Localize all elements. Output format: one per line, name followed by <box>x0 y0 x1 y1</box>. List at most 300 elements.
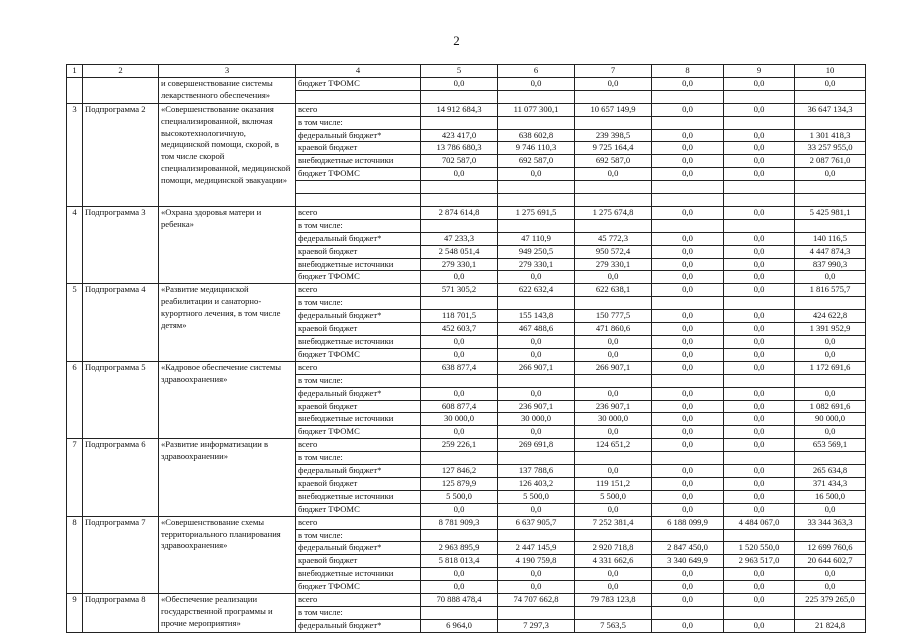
amount-cell: 2 847 450,0 <box>652 542 724 555</box>
funding-source: всего <box>296 594 421 607</box>
amount-cell: 0,0 <box>575 465 652 478</box>
amount-cell: 0,0 <box>498 77 575 90</box>
amount-cell: 0,0 <box>421 387 498 400</box>
amount-cell: 467 488,6 <box>498 323 575 336</box>
funding-source: федеральный бюджет* <box>296 465 421 478</box>
amount-cell: 0,0 <box>795 568 866 581</box>
subprogram-description: «Кадровое обеспечение системы здравоохранения» <box>159 361 296 438</box>
amount-cell <box>724 452 795 465</box>
amount-cell: 30 000,0 <box>498 413 575 426</box>
amount-cell: 225 379 265,0 <box>795 594 866 607</box>
amount-cell: 692 587,0 <box>575 155 652 168</box>
amount-cell: 0,0 <box>498 168 575 181</box>
amount-cell: 0,0 <box>795 348 866 361</box>
amount-cell: 0,0 <box>724 503 795 516</box>
amount-cell: 0,0 <box>652 323 724 336</box>
amount-cell: 265 634,8 <box>795 465 866 478</box>
amount-cell: 0,0 <box>724 103 795 116</box>
funding-source: бюджет ТФОМС <box>296 581 421 594</box>
amount-cell <box>652 297 724 310</box>
amount-cell: 1 391 952,9 <box>795 323 866 336</box>
amount-cell: 423 417,0 <box>421 129 498 142</box>
amount-cell: 0,0 <box>575 77 652 90</box>
amount-cell: 47 233,3 <box>421 232 498 245</box>
funding-source: в том числе: <box>296 374 421 387</box>
amount-cell: 127 846,2 <box>421 465 498 478</box>
funding-source: всего <box>296 284 421 297</box>
amount-cell: 638 602,8 <box>498 129 575 142</box>
subprogram-name: Подпрограмма 2 <box>83 103 159 206</box>
amount-cell: 0,0 <box>652 310 724 323</box>
amount-cell <box>652 607 724 620</box>
amount-cell: 0,0 <box>421 581 498 594</box>
amount-cell <box>575 90 652 103</box>
amount-cell <box>795 529 866 542</box>
amount-cell: 6 964,0 <box>421 619 498 632</box>
funding-source: федеральный бюджет* <box>296 310 421 323</box>
amount-cell <box>795 374 866 387</box>
funding-source: бюджет ТФОМС <box>296 503 421 516</box>
amount-cell: 4 484 067,0 <box>724 516 795 529</box>
funding-source: всего <box>296 361 421 374</box>
amount-cell <box>795 194 866 207</box>
funding-source: в том числе: <box>296 116 421 129</box>
amount-cell <box>575 529 652 542</box>
amount-cell: 0,0 <box>652 284 724 297</box>
amount-cell <box>498 116 575 129</box>
amount-cell: 0,0 <box>795 168 866 181</box>
amount-cell: 2 548 051,4 <box>421 245 498 258</box>
amount-cell <box>498 90 575 103</box>
amount-cell: 36 647 134,3 <box>795 103 866 116</box>
amount-cell: 424 622,8 <box>795 310 866 323</box>
amount-cell <box>421 374 498 387</box>
subprogram-block-row <box>67 284 866 297</box>
amount-cell: 0,0 <box>652 426 724 439</box>
column-header: 2 <box>83 65 159 78</box>
amount-cell: 1 172 691,6 <box>795 361 866 374</box>
amount-cell: 0,0 <box>795 426 866 439</box>
amount-cell: 7 563,5 <box>575 619 652 632</box>
row-number: 9 <box>67 594 83 633</box>
amount-cell: 0,0 <box>498 426 575 439</box>
amount-cell: 622 632,4 <box>498 284 575 297</box>
amount-cell <box>652 452 724 465</box>
amount-cell: 33 257 955,0 <box>795 142 866 155</box>
amount-cell: 279 330,1 <box>421 258 498 271</box>
column-header: 6 <box>498 65 575 78</box>
amount-cell: 6 637 905,7 <box>498 516 575 529</box>
amount-cell: 692 587,0 <box>498 155 575 168</box>
amount-cell: 0,0 <box>652 490 724 503</box>
subprogram-description: и совершенствование системы лекарственного обеспечения» <box>159 77 296 103</box>
amount-cell: 0,0 <box>724 168 795 181</box>
amount-cell: 371 434,3 <box>795 477 866 490</box>
amount-cell: 16 500,0 <box>795 490 866 503</box>
amount-cell: 0,0 <box>421 426 498 439</box>
amount-cell: 0,0 <box>498 568 575 581</box>
amount-cell: 0,0 <box>652 77 724 90</box>
amount-cell: 2 920 718,8 <box>575 542 652 555</box>
subprogram-block-row <box>67 439 866 452</box>
amount-cell: 0,0 <box>575 168 652 181</box>
amount-cell: 0,0 <box>421 335 498 348</box>
amount-cell <box>724 607 795 620</box>
amount-cell: 266 907,1 <box>575 361 652 374</box>
amount-cell: 0,0 <box>724 439 795 452</box>
amount-cell: 0,0 <box>652 387 724 400</box>
amount-cell: 0,0 <box>652 581 724 594</box>
amount-cell: 0,0 <box>652 335 724 348</box>
funding-source: краевой бюджет <box>296 477 421 490</box>
amount-cell: 30 000,0 <box>421 413 498 426</box>
amount-cell: 4 190 759,8 <box>498 555 575 568</box>
amount-cell <box>421 181 498 194</box>
amount-cell: 30 000,0 <box>575 413 652 426</box>
amount-cell <box>795 607 866 620</box>
amount-cell: 0,0 <box>421 271 498 284</box>
funding-source: внебюджетные источники <box>296 335 421 348</box>
subprogram-name <box>83 77 159 103</box>
amount-cell <box>498 607 575 620</box>
amount-cell <box>795 116 866 129</box>
amount-cell: 7 297,3 <box>498 619 575 632</box>
amount-cell <box>575 607 652 620</box>
amount-cell: 0,0 <box>724 155 795 168</box>
subprogram-name: Подпрограмма 5 <box>83 361 159 438</box>
column-header: 10 <box>795 65 866 78</box>
funding-source: краевой бюджет <box>296 142 421 155</box>
row-number: 4 <box>67 206 83 283</box>
amount-cell: 0,0 <box>575 503 652 516</box>
amount-cell: 0,0 <box>498 581 575 594</box>
amount-cell: 3 340 649,9 <box>652 555 724 568</box>
subprogram-name: Подпрограмма 6 <box>83 439 159 516</box>
amount-cell: 0,0 <box>575 335 652 348</box>
funding-source: краевой бюджет <box>296 400 421 413</box>
amount-cell: 0,0 <box>652 594 724 607</box>
amount-cell: 5 425 981,1 <box>795 206 866 219</box>
amount-cell <box>498 374 575 387</box>
table-body <box>67 65 866 633</box>
amount-cell: 140 116,5 <box>795 232 866 245</box>
funding-source: в том числе: <box>296 607 421 620</box>
amount-cell: 0,0 <box>575 387 652 400</box>
subprogram-block-row <box>67 361 866 374</box>
amount-cell <box>498 452 575 465</box>
column-header: 4 <box>296 65 421 78</box>
amount-cell: 150 777,5 <box>575 310 652 323</box>
funding-source: всего <box>296 103 421 116</box>
amount-cell: 269 691,8 <box>498 439 575 452</box>
amount-cell: 0,0 <box>421 77 498 90</box>
amount-cell: 0,0 <box>724 335 795 348</box>
amount-cell: 0,0 <box>652 503 724 516</box>
amount-cell: 0,0 <box>795 503 866 516</box>
amount-cell <box>421 529 498 542</box>
amount-cell: 0,0 <box>498 503 575 516</box>
funding-source: внебюджетные источники <box>296 490 421 503</box>
amount-cell <box>498 529 575 542</box>
amount-cell: 0,0 <box>724 348 795 361</box>
amount-cell: 0,0 <box>652 155 724 168</box>
amount-cell: 0,0 <box>652 206 724 219</box>
funding-source: краевой бюджет <box>296 555 421 568</box>
amount-cell: 0,0 <box>652 258 724 271</box>
row-number <box>67 77 83 103</box>
amount-cell: 0,0 <box>575 348 652 361</box>
funding-source: внебюджетные источники <box>296 155 421 168</box>
subprogram-description: «Обеспечение реализации государственной программы и прочие мероприятия» <box>159 594 296 633</box>
amount-cell: 7 252 381,4 <box>575 516 652 529</box>
amount-cell: 11 077 300,1 <box>498 103 575 116</box>
amount-cell: 0,0 <box>575 271 652 284</box>
amount-cell: 622 638,1 <box>575 284 652 297</box>
amount-cell: 0,0 <box>421 168 498 181</box>
amount-cell: 0,0 <box>724 400 795 413</box>
amount-cell: 0,0 <box>652 361 724 374</box>
amount-cell: 0,0 <box>724 413 795 426</box>
amount-cell: 12 699 760,6 <box>795 542 866 555</box>
amount-cell: 0,0 <box>724 490 795 503</box>
amount-cell: 0,0 <box>498 335 575 348</box>
amount-cell: 236 907,1 <box>575 400 652 413</box>
funding-source: всего <box>296 516 421 529</box>
amount-cell <box>421 116 498 129</box>
amount-cell: 0,0 <box>652 245 724 258</box>
subprogram-description: «Охрана здоровья матери и ребенка» <box>159 206 296 283</box>
amount-cell: 239 398,5 <box>575 129 652 142</box>
amount-cell: 949 250,5 <box>498 245 575 258</box>
funding-source: федеральный бюджет* <box>296 387 421 400</box>
amount-cell: 4 331 662,6 <box>575 555 652 568</box>
amount-cell <box>724 116 795 129</box>
subprogram-description: «Развитие медицинской реабилитации и санаторно-курортного лечения, в том числе детям» <box>159 284 296 361</box>
column-number-row <box>67 65 866 78</box>
column-header: 7 <box>575 65 652 78</box>
amount-cell: 0,0 <box>724 619 795 632</box>
funding-source: бюджет ТФОМС <box>296 271 421 284</box>
subprogram-name: Подпрограмма 7 <box>83 516 159 593</box>
amount-cell: 119 151,2 <box>575 477 652 490</box>
amount-cell: 33 344 363,3 <box>795 516 866 529</box>
funding-source: всего <box>296 206 421 219</box>
amount-cell: 2 087 761,0 <box>795 155 866 168</box>
amount-cell: 0,0 <box>724 232 795 245</box>
amount-cell: 0,0 <box>724 206 795 219</box>
amount-cell: 74 707 662,8 <box>498 594 575 607</box>
amount-cell <box>652 116 724 129</box>
amount-cell: 0,0 <box>724 361 795 374</box>
amount-cell: 1 082 691,6 <box>795 400 866 413</box>
amount-cell <box>795 297 866 310</box>
amount-cell <box>498 297 575 310</box>
amount-cell: 8 781 909,3 <box>421 516 498 529</box>
funding-source <box>296 181 421 194</box>
amount-cell: 0,0 <box>421 568 498 581</box>
amount-cell: 6 188 099,9 <box>652 516 724 529</box>
amount-cell: 0,0 <box>724 581 795 594</box>
amount-cell: 471 860,6 <box>575 323 652 336</box>
amount-cell <box>724 194 795 207</box>
funding-source <box>296 194 421 207</box>
amount-cell: 5 500,0 <box>498 490 575 503</box>
amount-cell <box>724 529 795 542</box>
amount-cell: 0,0 <box>498 271 575 284</box>
amount-cell: 5 500,0 <box>421 490 498 503</box>
amount-cell: 2 447 145,9 <box>498 542 575 555</box>
column-header: 8 <box>652 65 724 78</box>
amount-cell: 259 226,1 <box>421 439 498 452</box>
amount-cell: 0,0 <box>652 348 724 361</box>
funding-source <box>296 90 421 103</box>
amount-cell: 124 651,2 <box>575 439 652 452</box>
amount-cell <box>575 194 652 207</box>
amount-cell: 0,0 <box>652 400 724 413</box>
amount-cell: 0,0 <box>652 271 724 284</box>
amount-cell <box>498 181 575 194</box>
amount-cell: 0,0 <box>575 426 652 439</box>
amount-cell: 0,0 <box>652 465 724 478</box>
amount-cell: 10 657 149,9 <box>575 103 652 116</box>
continuation-row <box>67 77 866 90</box>
subprogram-description: «Совершенствование оказания специализированной, включая высокотехнологичную, медицинской помощи, скорой, в том числе скорой специализированной, медицинской помощи, медицинской эвакуации» <box>159 103 296 206</box>
amount-cell: 9 746 110,3 <box>498 142 575 155</box>
funding-source: внебюджетные источники <box>296 258 421 271</box>
amount-cell: 126 403,2 <box>498 477 575 490</box>
amount-cell: 0,0 <box>724 258 795 271</box>
amount-cell: 0,0 <box>724 594 795 607</box>
subprogram-block-row <box>67 594 866 607</box>
amount-cell: 0,0 <box>724 426 795 439</box>
amount-cell <box>795 181 866 194</box>
amount-cell: 0,0 <box>724 245 795 258</box>
funding-source: в том числе: <box>296 529 421 542</box>
amount-cell: 0,0 <box>724 271 795 284</box>
amount-cell: 1 520 550,0 <box>724 542 795 555</box>
funding-source: бюджет ТФОМС <box>296 77 421 90</box>
amount-cell: 0,0 <box>652 477 724 490</box>
amount-cell: 837 990,3 <box>795 258 866 271</box>
funding-source: внебюджетные источники <box>296 413 421 426</box>
funding-source: всего <box>296 439 421 452</box>
subprogram-block-row <box>67 516 866 529</box>
amount-cell: 0,0 <box>652 103 724 116</box>
amount-cell: 0,0 <box>498 348 575 361</box>
funding-source: краевой бюджет <box>296 323 421 336</box>
subprogram-name: Подпрограмма 4 <box>83 284 159 361</box>
column-header: 9 <box>724 65 795 78</box>
amount-cell <box>575 116 652 129</box>
amount-cell: 1 816 575,7 <box>795 284 866 297</box>
amount-cell: 21 824,8 <box>795 619 866 632</box>
row-number: 7 <box>67 439 83 516</box>
amount-cell: 0,0 <box>724 77 795 90</box>
amount-cell <box>724 374 795 387</box>
amount-cell <box>795 219 866 232</box>
amount-cell: 20 644 602,7 <box>795 555 866 568</box>
amount-cell: 1 301 418,3 <box>795 129 866 142</box>
row-number: 8 <box>67 516 83 593</box>
amount-cell: 137 788,6 <box>498 465 575 478</box>
amount-cell: 279 330,1 <box>498 258 575 271</box>
subprogram-description: «Совершенствование схемы территориального планирования здравоохранения» <box>159 516 296 593</box>
funding-source: федеральный бюджет* <box>296 619 421 632</box>
amount-cell <box>575 297 652 310</box>
amount-cell <box>421 607 498 620</box>
amount-cell <box>724 297 795 310</box>
amount-cell: 45 772,3 <box>575 232 652 245</box>
amount-cell: 47 110,9 <box>498 232 575 245</box>
column-header: 5 <box>421 65 498 78</box>
amount-cell: 0,0 <box>652 168 724 181</box>
amount-cell: 0,0 <box>652 619 724 632</box>
amount-cell: 0,0 <box>724 465 795 478</box>
amount-cell <box>724 90 795 103</box>
amount-cell: 452 603,7 <box>421 323 498 336</box>
amount-cell: 125 879,9 <box>421 477 498 490</box>
funding-source: бюджет ТФОМС <box>296 426 421 439</box>
amount-cell: 0,0 <box>652 413 724 426</box>
amount-cell <box>724 181 795 194</box>
amount-cell: 653 569,1 <box>795 439 866 452</box>
amount-cell: 638 877,4 <box>421 361 498 374</box>
amount-cell <box>575 219 652 232</box>
amount-cell: 0,0 <box>421 503 498 516</box>
amount-cell: 70 888 478,4 <box>421 594 498 607</box>
column-header: 3 <box>159 65 296 78</box>
amount-cell: 5 500,0 <box>575 490 652 503</box>
funding-source: бюджет ТФОМС <box>296 348 421 361</box>
amount-cell: 0,0 <box>652 232 724 245</box>
subprogram-block-row <box>67 103 866 116</box>
amount-cell <box>652 529 724 542</box>
row-number: 3 <box>67 103 83 206</box>
amount-cell: 0,0 <box>724 284 795 297</box>
amount-cell <box>498 219 575 232</box>
amount-cell <box>795 452 866 465</box>
amount-cell <box>421 297 498 310</box>
amount-cell: 0,0 <box>724 568 795 581</box>
amount-cell: 90 000,0 <box>795 413 866 426</box>
amount-cell: 608 877,4 <box>421 400 498 413</box>
funding-source: федеральный бюджет* <box>296 129 421 142</box>
amount-cell: 0,0 <box>498 387 575 400</box>
amount-cell: 950 572,4 <box>575 245 652 258</box>
row-number: 6 <box>67 361 83 438</box>
amount-cell <box>652 374 724 387</box>
amount-cell <box>575 452 652 465</box>
amount-cell: 0,0 <box>724 310 795 323</box>
amount-cell: 0,0 <box>795 271 866 284</box>
funding-source: федеральный бюджет* <box>296 232 421 245</box>
amount-cell: 0,0 <box>724 477 795 490</box>
amount-cell <box>795 90 866 103</box>
subprogram-description: «Развитие информатизации в здравоохранении» <box>159 439 296 516</box>
amount-cell <box>652 194 724 207</box>
amount-cell: 0,0 <box>652 568 724 581</box>
amount-cell <box>575 374 652 387</box>
amount-cell: 236 907,1 <box>498 400 575 413</box>
funding-source: краевой бюджет <box>296 245 421 258</box>
amount-cell: 5 818 013,4 <box>421 555 498 568</box>
amount-cell <box>652 90 724 103</box>
amount-cell: 279 330,1 <box>575 258 652 271</box>
row-number: 5 <box>67 284 83 361</box>
amount-cell: 2 963 895,9 <box>421 542 498 555</box>
amount-cell <box>498 194 575 207</box>
amount-cell: 0,0 <box>652 129 724 142</box>
